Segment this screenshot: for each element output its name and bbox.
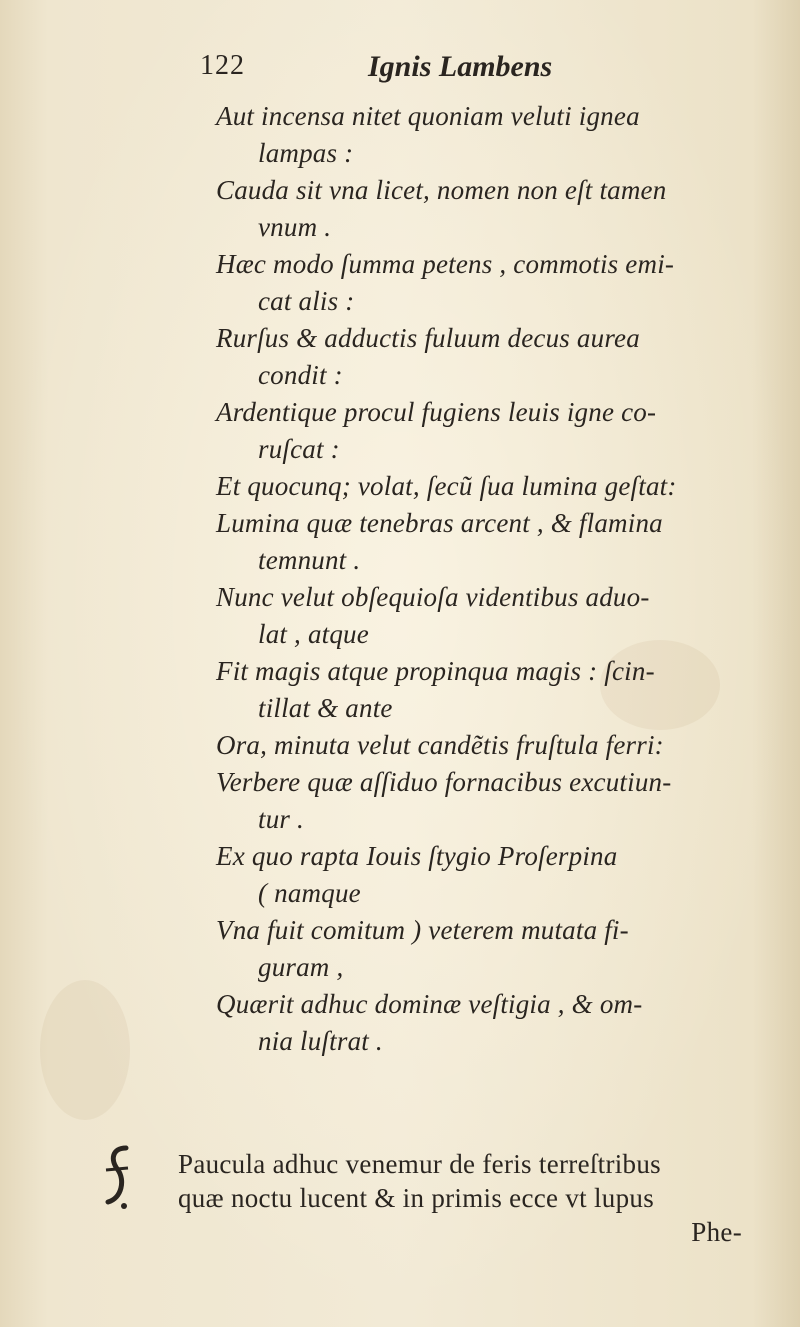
poem-line: cat alis :	[258, 286, 355, 316]
poem-line: nia luſtrat .	[258, 1026, 383, 1056]
poem-line: Lumina quæ tenebras arcent , & flamina	[216, 508, 663, 538]
poem-line: Aut incensa nitet quoniam veluti ignea	[216, 101, 640, 131]
poem-line: temnunt .	[258, 545, 361, 575]
poem-line: Vna fuit comitum ) veterem mutata fi-	[216, 915, 629, 945]
poem-line: ( namque	[258, 878, 361, 908]
poem-line: Nunc velut obſequioſa videntibus aduo-	[216, 582, 650, 612]
poem-line: Et quocunq; volat, ſecũ ſua lumina geſtat:	[216, 471, 677, 501]
poem-line: ruſcat :	[258, 434, 340, 464]
poem-line: lat , atque	[258, 619, 369, 649]
poem-line: guram ,	[258, 952, 344, 982]
poem-line: Rurſus & adductis fuluum decus aurea	[216, 323, 640, 353]
running-head	[200, 50, 660, 90]
poem-line: vnum .	[258, 212, 332, 242]
catchword: Phe-	[691, 1217, 742, 1247]
poem-line: Ex quo rapta Iouis ſtygio Proſerpina	[216, 841, 618, 871]
prose-line: quæ noctu lucent & in primis ecce vt lupus	[178, 1183, 655, 1213]
poem-line: Quærit adhuc dominæ veſtigia , & om-	[216, 989, 643, 1019]
page-number: 122	[200, 50, 245, 81]
paper-stain	[40, 980, 130, 1120]
prose-line: Paucula adhuc venemur de feris terreſtribus	[178, 1149, 661, 1179]
poem-line: lampas :	[258, 138, 354, 168]
poem-line: Hæc modo ſumma petens , commotis emi-	[216, 249, 675, 279]
poem-line: Fit magis atque propinqua magis : ſcin-	[216, 656, 655, 686]
poem-line: Cauda sit vna licet, nomen non eſt tamen	[216, 175, 667, 205]
poem-line: tillat & ante	[258, 693, 393, 723]
poem-line: Ardentique procul fugiens leuis igne co-	[216, 397, 657, 427]
poem-line: Ora, minuta velut candẽtis fruſtula ferri:	[216, 730, 664, 760]
poem-line: tur .	[258, 804, 305, 834]
prose-paragraph	[178, 1147, 778, 1249]
poem-line: condit :	[258, 360, 343, 390]
poem-block	[216, 98, 786, 1060]
running-title: Ignis Lambens	[368, 50, 553, 83]
poem-line: Verbere quæ aſſiduo fornacibus excutiun-	[216, 767, 672, 797]
marginal-mark-icon	[98, 1140, 138, 1220]
